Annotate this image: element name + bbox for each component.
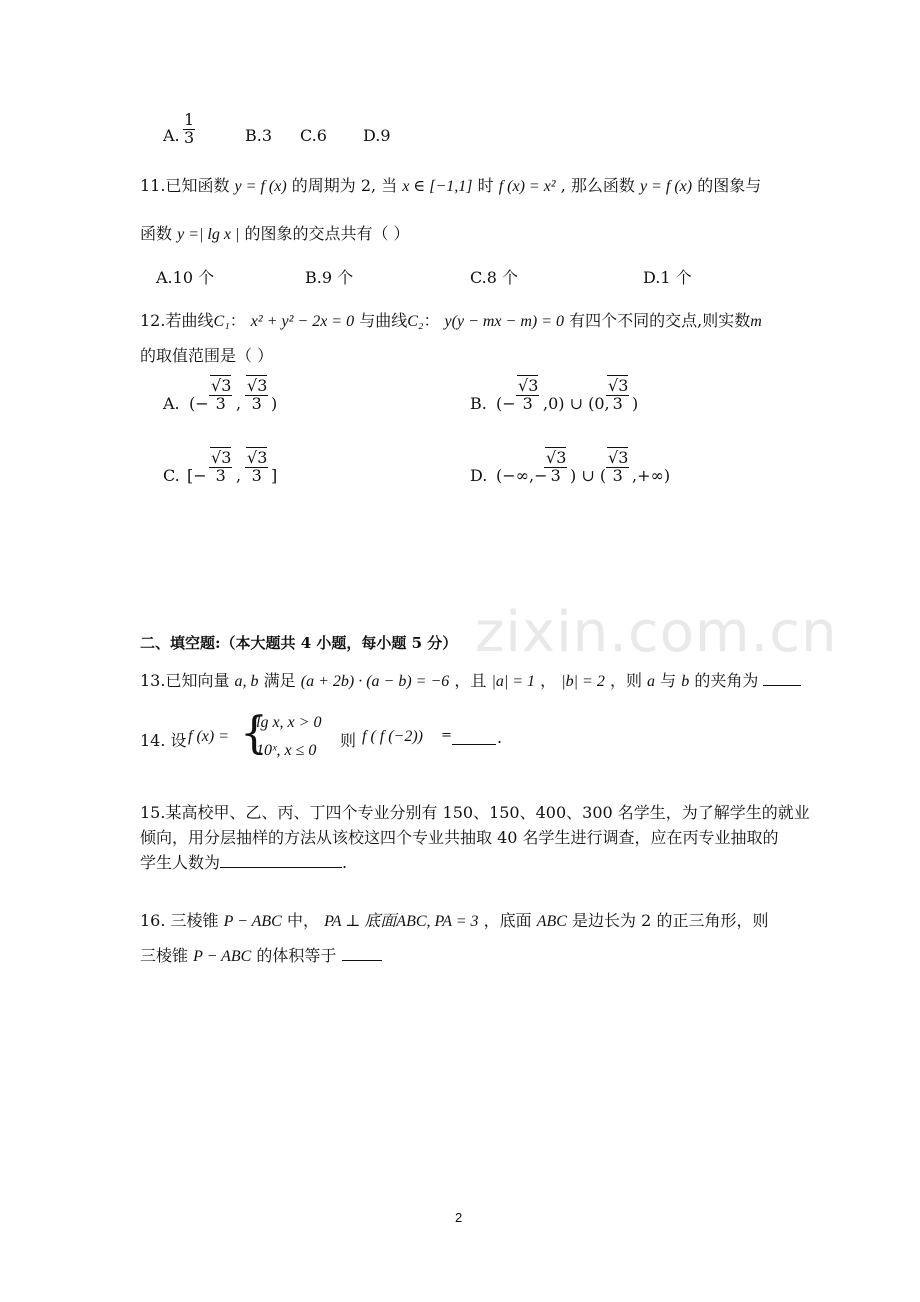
q16-line1: 16. 三棱锥 P − ABC 中， PA ⊥ 底面ABC, PA = 3 ，底面 ABC 是边长为 2 的正三角形，则 [140, 911, 769, 930]
q14: 14. 设 f (x) = { lg x, x > 0 10ˣ, x ≤ 0 则 f ( f (−2)) = . [140, 708, 503, 759]
q13: 13.已知向量 a, b 满足 (a + 2b) · (a − b) = −6 ，且 |a| = 1 ， |b| = 2 ，则 a 与 b 的夹角为 [140, 668, 801, 691]
q11-line2: 函数 y =| lg x | 的图象的交点共有（ ） [140, 224, 410, 243]
q10-option-a: A. [163, 126, 180, 145]
q15-line2: 倾向，用分层抽样的方法从该校这四个专业共抽取 40 名学生进行调查，应在丙专业抽取的 [140, 828, 779, 847]
q15-answer-blank[interactable] [220, 853, 342, 868]
q10-option-c: C.6 [300, 126, 327, 145]
q16-answer-blank[interactable] [342, 946, 382, 961]
q12-line1: 12.若曲线C₁： x² + y² − 2x = 0 与曲线C₂： y(y − mx − m) = 0 有四个不同的交点,则实数m [140, 311, 762, 330]
q10-option-a-fraction: $\frac{1}{3}$ [184, 110, 195, 147]
q10-option-d: D.9 [363, 126, 391, 145]
q11-option-a: A.10 个 [156, 268, 215, 287]
q13-answer-blank[interactable] [763, 671, 801, 686]
q15-line3: 学生人数为 . [140, 853, 348, 872]
q10-option-b: B.3 [245, 126, 273, 145]
q14-answer-blank[interactable] [452, 730, 496, 745]
q15-line1: 15.某高校甲、乙、丙、丁四个专业分别有 150、150、400、300 名学生，为了解学生的就业 [140, 803, 810, 822]
q11-line1: 11.已知函数 y = f (x) 的周期为 2, 当 x ∈ [−1,1] 时 f (x) = x² , 那么函数 y = f (x) 的图象与 [140, 176, 762, 195]
q16-line2: 三棱锥 P − ABC 的体积等于 [140, 943, 382, 966]
q11-option-c: C.8 个 [470, 268, 519, 287]
q11-option-b: B.9 个 [305, 268, 354, 287]
q11-option-d: D.1 个 [643, 268, 692, 287]
q12-line2: 的取值范围是（ ） [140, 346, 274, 365]
section-2-heading: 二、填空题:（本大题共 4 小题，每小题 5 分） [140, 634, 458, 652]
watermark: zixin.com.cn [475, 600, 838, 665]
page-number: 2 [455, 1210, 463, 1225]
